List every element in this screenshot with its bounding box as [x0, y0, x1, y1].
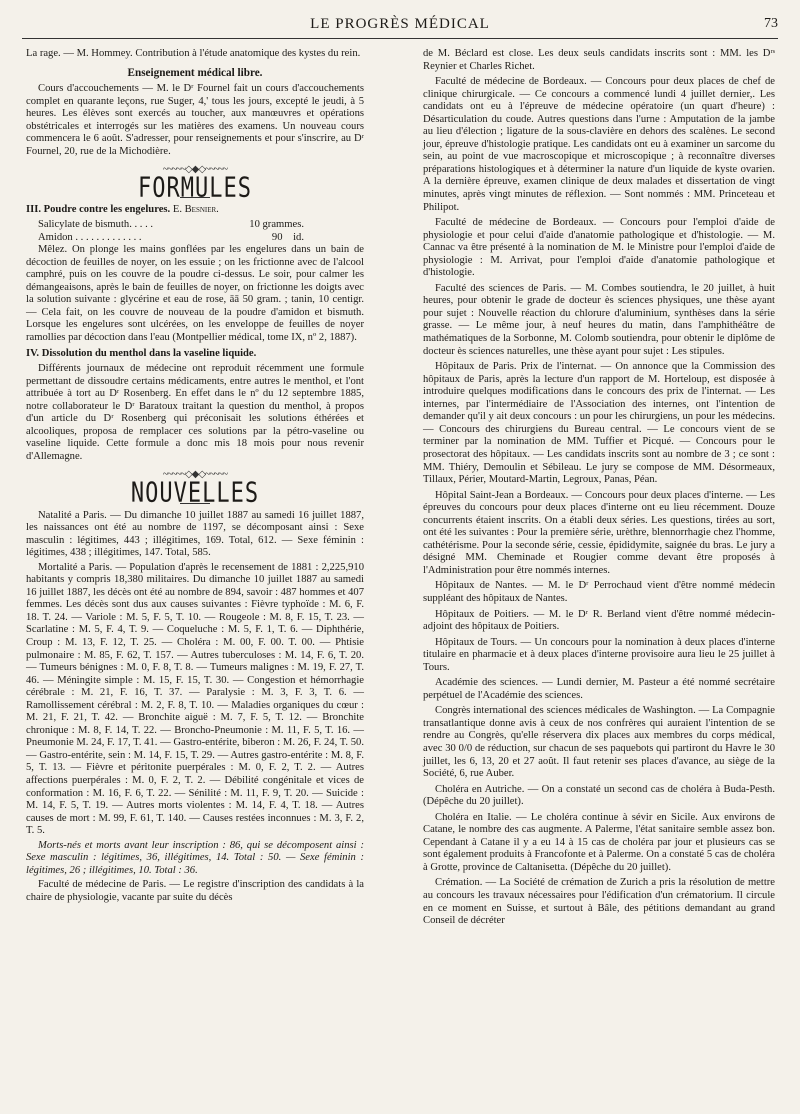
right-column	[423, 48, 775, 931]
news-paragraph: Hôpitaux de Tours. — Un concours pour la nomination à deux places d'interne titulaire en pharmacie et à deux places d'interne provisoire aura lieu le 25 juillet à Tours.	[423, 636, 775, 673]
left-column	[26, 48, 364, 906]
page-header	[22, 16, 778, 39]
page-number: 73	[764, 16, 778, 31]
recipe-line	[26, 232, 364, 245]
news-paragraph: Hôpital Saint-Jean a Bordeaux. — Concours pour deux places d'interne. — Les épreuves du concours pour deux places d'interne ont eu lieu récemment. Douze concurrents étaient inscrits. On a établi deux séries. Les questions, tirées au sort, ont été les suivantes : Pour la première série, urèthre, blennorrhagie chez l'homme, cathétérisme. Pour la seconde série, cessie, épididymite, saignée du bras. Le jury a désigné MM. Cheminade et Rougier comme devant être proposés à l'Administration pour être nommés internes.	[423, 489, 775, 576]
recipe-line	[26, 219, 364, 232]
formules-title: FORMULES	[138, 172, 252, 204]
news-paragraph: Crémation. — La Société de crémation de Zurich a pris la résolution de mettre au concours les travaux nécessaires pour l'édification d'un crématorium. Il circule en ce moment en Suisse, et surtout à Bâle, des pétitions demandant au grand Conseil de décréter	[423, 877, 775, 927]
news-paragraph: Hôpitaux de Poitiers. — M. le Dʳ R. Berland vient d'être nommé médecin-adjoint des hôpitaux de Poitiers.	[423, 608, 775, 633]
recipe-quantity: 10 grammes.	[249, 219, 304, 231]
news-paragraph: Faculté de médecine de Bordeaux. — Concours pour deux places de chef de clinique chirurgicale. — Ce concours a commencé lundi 4 juillet dernier,. Les candidats ont eu à l'épreuve de médecine opératoire (un quart d'heure) : Désarticulation du coude. Autres questions dans l'urne : Amputation de la jambe au lieu d'élection ; ligature de la sous-clavière en dehors des scalènes. Le second jour, épreuve d'histologie pratique. Les candidats ont eu à examiner un sarcome du sein, au point de vue macroscopique et microscopique ; à reconnaître diverses préparations histologiques et à déterminer la nature d'un liquide de kyste ovarien. A la dernière épreuve, examen clinique de deux malades et dissertation de vingt minutes, après vingt minutes de réflexion. — Sont nommés : MM. Princeteau et Philipot.	[423, 76, 775, 213]
faculte-paris-text: Faculté de médecine de Paris. — Le registre d'inscription des candidats à la chaire de physiologie, vacante par suite du décès	[26, 879, 364, 903]
ornament-divider: ~~~~~◇◆◇~~~~~	[162, 164, 228, 176]
morts-nes-text: Morts-nés et morts avant leur inscription : 86, qui se décomposent ainsi : Sexe masculin : légitimes, 36, illégitimes, 14. Total : 50. — Sexe féminin : légitimes, 26 ; illégitimes, 10. Total : 36.	[26, 839, 364, 876]
news-paragraph: Hôpitaux de Paris. Prix de l'internat. — On annonce que la Commission des hôpitaux de Paris, après la lecture d'un rapport de M. Horteloup, est disposée à introduire quelques modifications dans le concours des prix de l'internat. — Les internes, par l'intermédiaire de l'Association des internes, ont l'intention de demander qu'il y ait deux concours : un pour les chirurgiens, un pour les médecins. — Concours des chirurgiens du Bureau central. — Le concours vient de se terminer par la nomination de MM. Tuffier et Picqué. — Concours pour le prosectorat des hôpitaux. — Les candidats inscrits sont au nombre de 3 ; ce sont : MM. Thiéry, Demoulin et Sébileau. Le jury se compose de MM. Désormeaux, Tillaux, Périer, Moutard-Martin, Legroux, Panas, Péan.	[423, 361, 775, 486]
enseignement-text: Cours d'accouchements — M. le Dʳ Fournel fait un cours d'accouchements complet en quarante leçons, rue Suger, 4,' tous les jours, excepté le jeudi, à 5 heures. Les élèves sont exercés au toucher, aux manœuvres et opérations obstétricales et interrogés sur les matières des examens. Un nouveau cours commencera le 6 août. S'adresser, pour renseignements et pour s'inscrire, au Dʳ Fournel, 20, rue de la Michodière.	[26, 83, 364, 157]
news-paragraph: Faculté de médecine de Bordeaux. — Concours pour l'emploi d'aide de physiologie et pour celui d'aide d'anatomie pathologique et d'histologie. — M. Cannac va être présenté à la nomination de M. le Ministre pour l'emploi d'aide de physiologie : M. Arrivat, pour l'emploi d'aide d'anatomie pathologique et d'histologie.	[423, 217, 775, 279]
news-paragraph: Hôpitaux de Nantes. — M. le Dʳ Perrochaud vient d'être nommé médecin suppléant des hôpitaux de Nantes.	[423, 580, 775, 604]
formula-3-author: E. Besnier.	[172, 204, 219, 216]
nouvelles-title: NOUVELLES	[130, 477, 260, 509]
recipe-ingredient: Salicylate de bismuth. . . . .	[38, 219, 154, 231]
intro-text: La rage. — M. Hommey. Contribution à l'étude anatomique des kystes du rein.	[26, 48, 361, 59]
news-paragraph: de M. Béclard est close. Les deux seuls candidats inscrits sont : MM. les Dʳˢ Reynier et Charles Richet.	[423, 48, 775, 72]
section-heading-enseignement: Enseignement médical libre.	[127, 66, 263, 79]
news-paragraph: Académie des sciences. — Lundi dernier, M. Pasteur a été nommé secrétaire perpétuel de l'Académie des sciences.	[423, 677, 775, 701]
news-paragraph: Choléra en Italie. — Le choléra continue à sévir en Sicile. Aux environs de Catane, le nombre des cas augmente. A Palerme, l'état sanitaire semble assez bon. Cependant à Catane il y a eu 14 à 15 cas de choléra par jour et plusieurs cas se sont également produits à Francofonte et à Palerme. On a constaté 5 cas de choléra à Grotte, province de Caltanisetta. (Dépêche du 20 juillet).	[423, 811, 775, 873]
news-paragraph: Faculté des sciences de Paris. — M. Combes soutiendra, le 20 juillet, à huit heures, pour obtenir le grade de docteur ès sciences physiques, une thèse ayant pour sujet : Nouvelle réaction du chlorure d'aluminium, synthèses dans la série grasse. — Le même jour, à neuf heures du matin, dans l'amphithéâtre de mathématiques de la Sorbonne, M. Colomb soutiendra, pour obtenir le diplôme de docteur ès sciences naturelles, une thèse ayant pour sujet : Les stipules.	[423, 282, 775, 357]
natalite-text: Natalité a Paris. — Du dimanche 10 juillet 1887 au samedi 16 juillet 1887, les naissances ont été au nombre de 1197, se décomposant ainsi : Sexe masculin : légitimes, 443 ; illégitimes, 169. Total, 612. — Sexe féminin : légitimes, 438 ; illégitimes, 147. Total, 585.	[26, 509, 364, 559]
ornament-divider: ~~~~~◇◆◇~~~~~	[162, 469, 228, 481]
formula-4-title: IV. Dissolution du menthol dans la vaseline liquide.	[26, 348, 257, 360]
news-paragraph: Choléra en Autriche. — On a constaté un second cas de choléra à Buda-Pesth. (Dépêche du 20 juillet).	[423, 783, 775, 808]
recipe-ingredient: Amidon . . . . . . . . . . . . .	[38, 231, 142, 243]
recipe-quantity: 90 id.	[271, 231, 304, 243]
mortalite-text: Mortalité a Paris. — Population d'après le recensement de 1881 : 2,225,910 habitants y compris 18,380 militaires. Du dimanche 10 juillet 1887 au samedi 16 juillet 1887, les décès ont été au nombre de 894, savoir : 487 hommes et 407 femmes. Les décès sont dus aux causes suivantes : Fièvre typhoïde : M. 6, F. 18. T. 24. — Variole : M. 5, F. 5, T. 10. — Rougeole : M. 8, F. 15, T. 23. — Scarlatine : M. 5, F. 4, T. 9. — Coqueluche : M. 5, F. 1, T. 6. — Diphthérie, Croup : M. 13, F. 12, T. 25. — Choléra : M. 00, F. 00. T. 00. — Phtisie pulmonaire : M. 85, F. 62, T. 157. — Autres tuberculoses : M. 14, F. 6, T. 20. — Tumeurs bénignes : M. 0, F. 8, T. 8. — Tumeurs malignes : M. 19, F. 27, T. 46. — Méningite simple : M. 15, F. 15, T. 30. — Congestion et hémorrhagie cérébrale : M. 21, F. 16, T. 37. — Paralysie : M. 3, F. 3, T. 6. — Ramollissement cérébral : M. 2, F. 8, T. 10. — Maladies organiques du cœur : M. 21, F. 21, T. 42. — Bronchite aiguë : M. 7, F. 5, T. 12. — Bronchite chronique : M. 8, F. 14, T. 22. — Broncho-Pneumonie : M. 11, F. 5, T. 16. — Pneumonie M. 24, F. 17, T. 41. — Gastro-entérite, biberon : M. 26, F. 24, T. 50. — Gastro-entérite, sein : M. 14, F. 15, T. 29. — Autres gastro-entérite : M. 8, F. 5, T. 13. — Fièvre et péritonite puerpérales : M. 0, F. 2, T. 2. — Autres affections puerpérales : M. 0, F. 2, T. 2. — Débilité congénitale et vices de conformation : M. 16, F. 6, T. 22. — Sénilité : M. 11, F. 9, T. 20. — Suicide : M. 14, F. 5, T. 19. — Autres morts violentes : M. 14, F. 4, T. 18. — Autres causes de mort : M. 99, F. 61, T. 140. — Causes restées inconnues : M. 3, F. 2, T. 5.	[26, 561, 364, 837]
formula-3-heading	[26, 204, 364, 217]
formula-3-text: Mêlez. On plonge les mains gonflées par les engelures dans un bain de décoction de feuilles de noyer, on les essuie ; on les frictionne avec de l'alcool camphré, puis on les couvre de la poudre ci-dessus. Le soir, pour calmer les démangeaisons, après le bain de feuilles de noyer, on frictionne les doigts avec la solution suivante : glycérine et eau de rose, āā 50 gram. ; tanin, 10 centigr. — Cela fait, on les couvre de nouveau de la poudre d'amidon et bismuth. Lorsque les engelures sont ulcérées, on les enveloppe de feuilles de noyer ramollies par décoction dans l'eau (Montpellier médical, tome IX, nº 2, 1887).	[26, 244, 364, 343]
journal-title: LE PROGRÈS MÉDICAL	[310, 16, 490, 32]
formula-3-title: III. Poudre contre les engelures.	[26, 204, 171, 216]
news-paragraph: Congrès international des sciences médicales de Washington. — La Compagnie transatlantique donne avis à ceux de nos confrères qui auraient l'intention de se rendre au Congrès, qu'elle réservera dix places aux membres du corps médical, avec 30 0/0 de réduction, sur chacun de ses paquebots qui partiront du Havre le 30 juillet, les 6, 13, 20 et 27 août. Il faut retenir ses places d'avance, au siège de la Société, 6, rue Auber.	[423, 705, 775, 780]
formula-4-text: Différents journaux de médecine ont reproduit récemment une formule permettant de dissoudre certains médicaments, entre autres le menthol, et l'ont attribuée à tort au Dʳ Rosenberg. En effet dans le nº du 12 septembre 1885, notre collaborateur le Dʳ Baratoux traitant la question du menthol, à propos d'un article du Dʳ Rosenberg qui préconisait les solutions éthérées et alcooliques, proposa de remplacer ces solutions par la pétro-vaseline ou vaseline liquide. Cette formule a donc mis 18 mois pour nous revenir d'Allemagne.	[26, 363, 364, 462]
